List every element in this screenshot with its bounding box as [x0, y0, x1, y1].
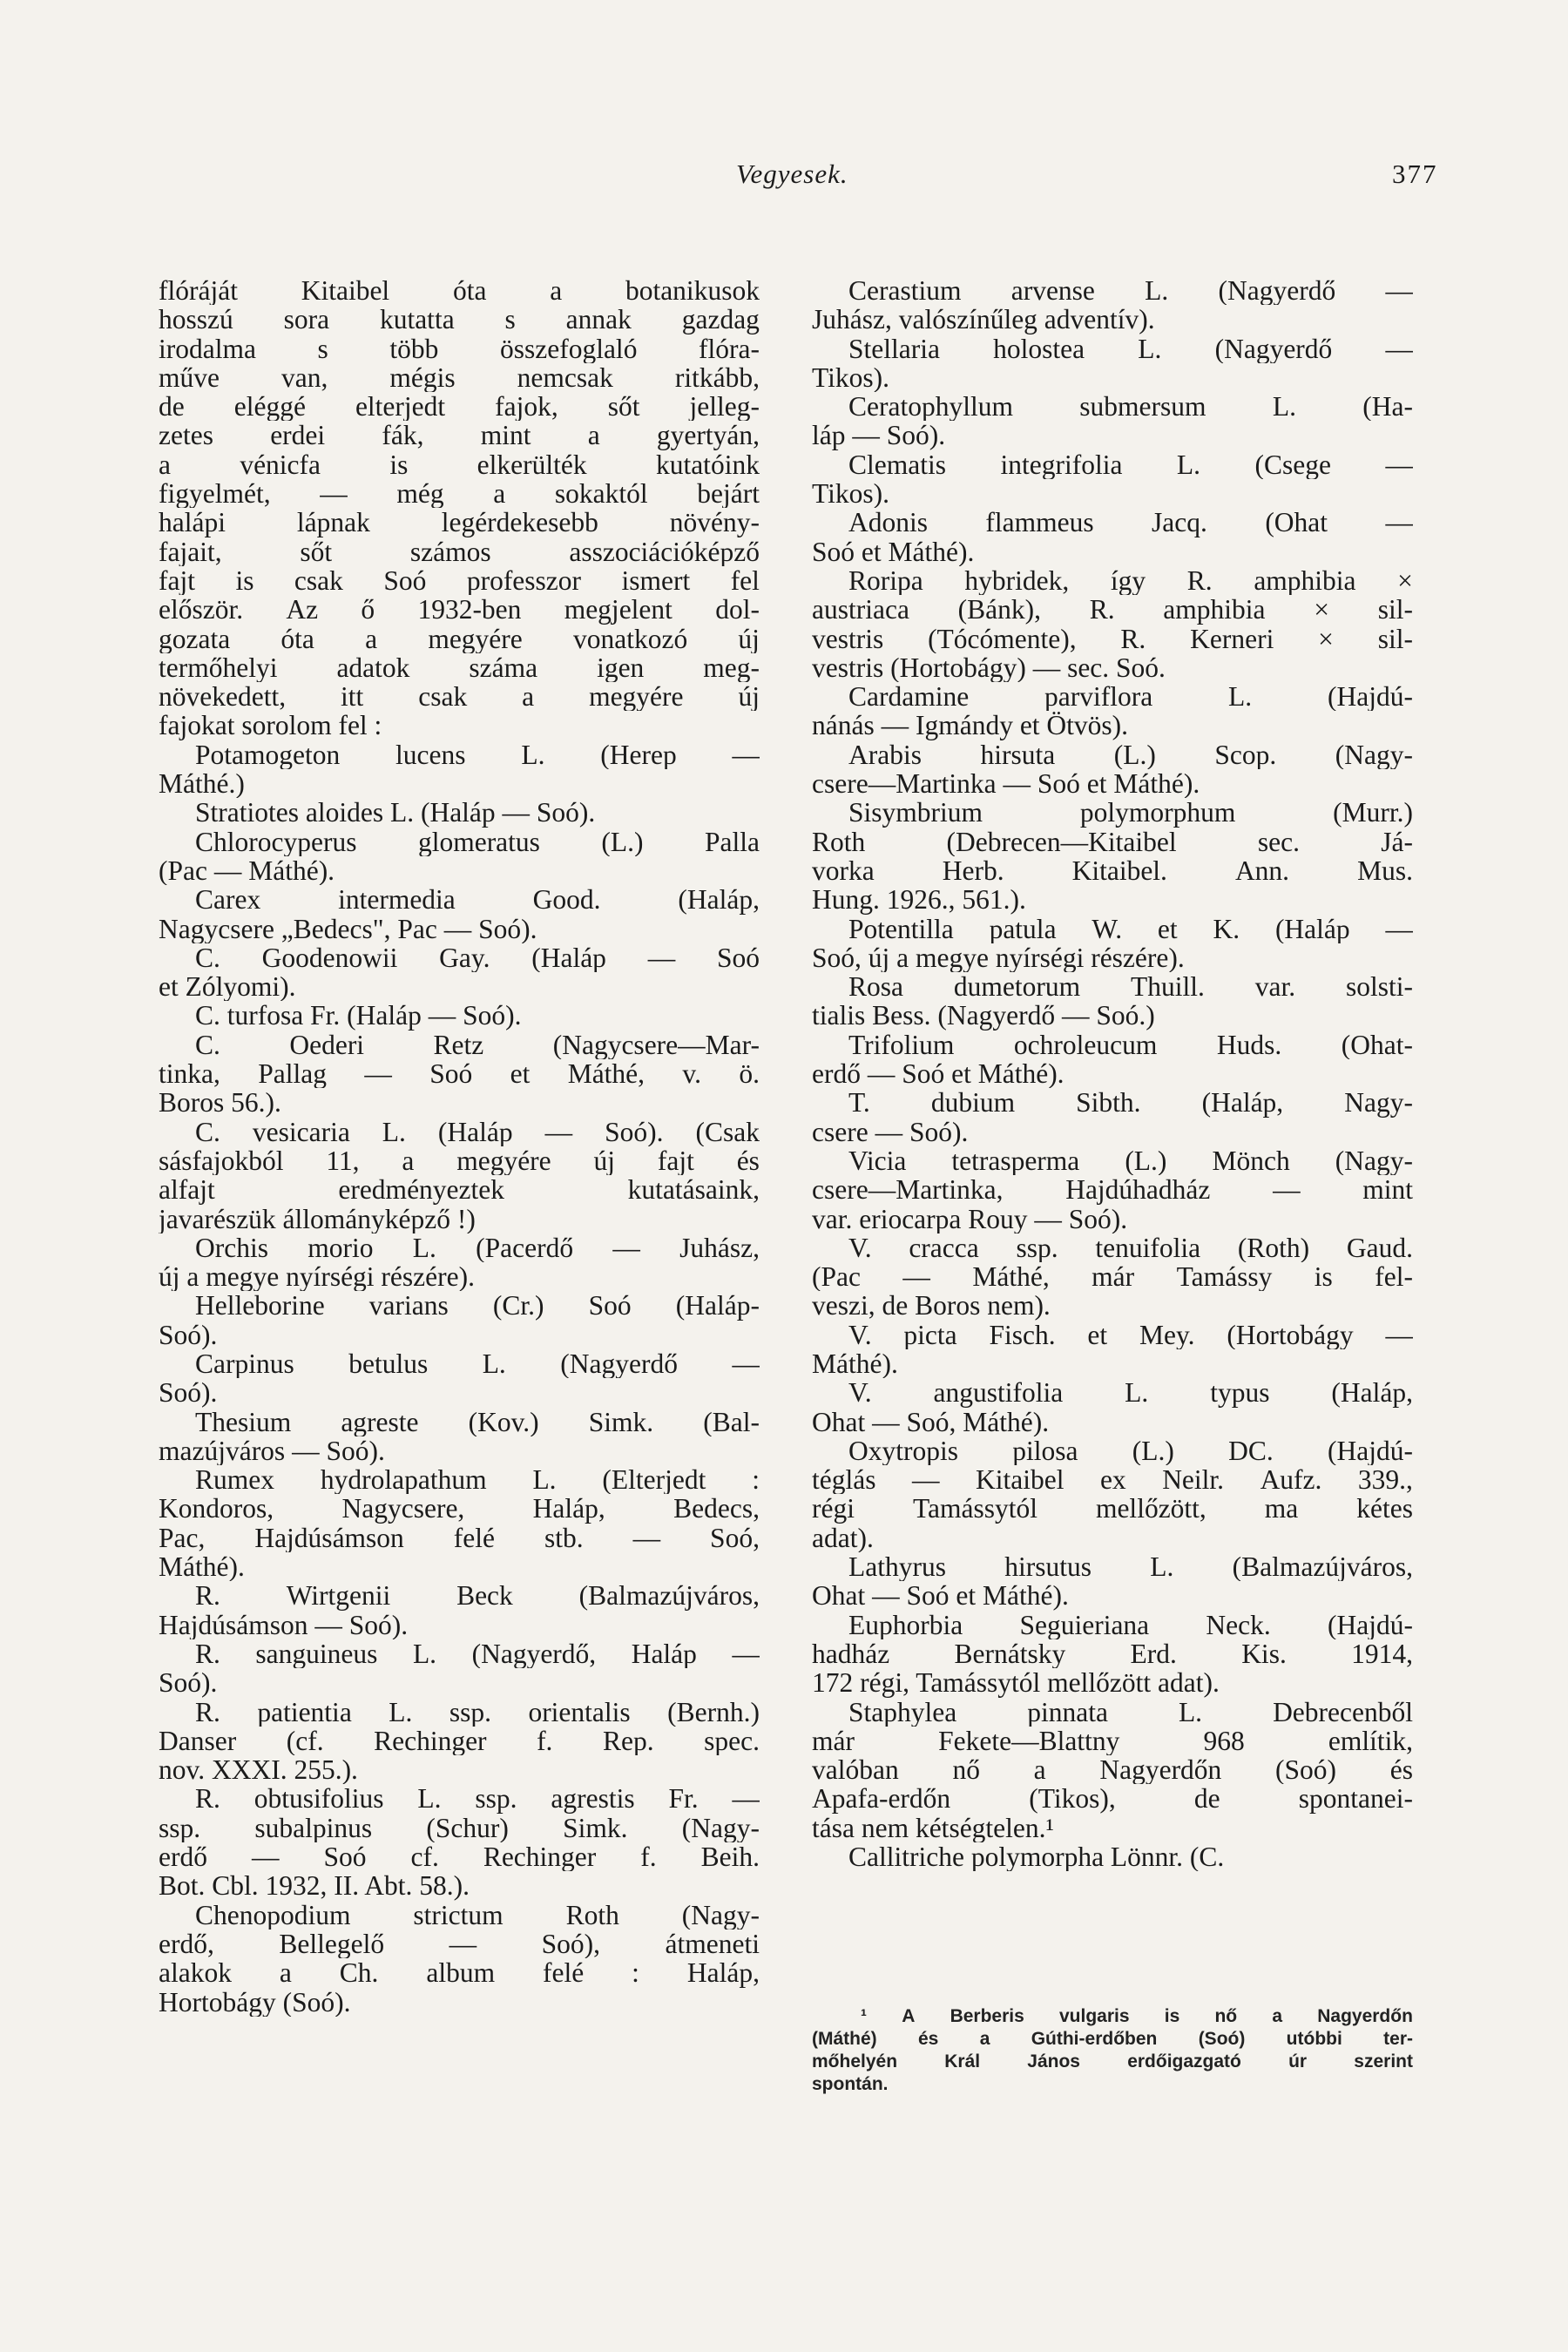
text-line: Soó et Máthé).	[812, 537, 975, 566]
text-line: Máthé).	[159, 1552, 245, 1582]
text-line: var. eriocarpa Rouy — Soó).	[812, 1204, 1128, 1233]
text-line: fajt is csak Soó professzor ismert fel	[159, 565, 760, 596]
text-line: figyelmét, — még a sokaktól bejárt	[159, 479, 760, 509]
text-line: alfajt eredményeztek kutatásaink,	[159, 1175, 760, 1205]
text-line: termőhelyi adatok száma igen meg-	[159, 652, 760, 683]
text-line: a vénicfa is elkerülték kutatóink	[159, 449, 760, 480]
text-line: (Pac — Máthé, már Tamássy is fel-	[812, 1262, 1413, 1292]
text-line: irodalma s több összefoglaló flóra-	[159, 334, 760, 363]
text-line: C. Goodenowii Gay. (Haláp — Soó	[195, 943, 760, 973]
text-line: R. sanguineus L. (Nagyerdő, Haláp —	[195, 1639, 760, 1669]
text-line: Sisymbrium polymorphum (Murr.)	[848, 798, 1413, 828]
text-line: Clematis integrifolia L. (Csege —	[848, 449, 1413, 480]
footnote-line: spontán.	[812, 2074, 889, 2094]
text-line: Pac, Hajdúsámson felé stb. — Soó,	[159, 1523, 760, 1553]
text-line: ssp. subalpinus (Schur) Simk. (Nagy-	[159, 1813, 760, 1843]
text-line: fajait, sőt számos asszociációképző	[159, 537, 760, 566]
text-line: Lathyrus hirsutus L. (Balmazújváros,	[848, 1552, 1413, 1582]
text-line: Stratiotes aloides L. (Haláp — Soó).	[195, 798, 596, 828]
page-number: 377	[1392, 159, 1438, 189]
text-line: mazújváros — Soó).	[159, 1436, 385, 1466]
running-title: Vegyesek.	[736, 159, 848, 189]
text-line: Hung. 1926., 561.).	[812, 885, 1026, 915]
text-line: tialis Bess. (Nagyerdő — Soó.)	[812, 1001, 1155, 1031]
text-line: 172 régi, Tamássytól mellőzött adat).	[812, 1668, 1220, 1698]
text-line: csere—Martinka — Soó et Máthé).	[812, 769, 1200, 799]
text-line: vestris (Hortobágy) — sec. Soó.	[812, 652, 1166, 683]
footnote-line: ¹ A Berberis vulgaris is nő a Nagyerdőn	[861, 2006, 1413, 2026]
text-line: V. picta Fisch. et Mey. (Hortobágy —	[848, 1320, 1413, 1349]
text-line: V. angustifolia L. typus (Haláp,	[848, 1378, 1413, 1408]
text-line: először. Az ő 1932-ben megjelent dol-	[159, 595, 760, 625]
text-line: Soó).	[159, 1378, 218, 1408]
text-line: austriaca (Bánk), R. amphibia × sil-	[812, 595, 1413, 625]
text-line: Juhász, valószínűleg adventív).	[812, 305, 1155, 335]
text-line: erdő, Bellegelő — Soó), átmeneti	[159, 1929, 760, 1959]
text-line: tása nem kétségtelen.¹	[812, 1813, 1054, 1843]
text-line: R. Wirtgenii Beck (Balmazújváros,	[195, 1581, 760, 1611]
text-line: javarészük állományképző !)	[159, 1204, 476, 1233]
text-line: Cardamine parviflora L. (Hajdú-	[848, 682, 1413, 712]
text-line: sásfajokból 11, a megyére új fajt és	[159, 1146, 760, 1176]
text-line: hadház Bernátsky Erd. Kis. 1914,	[812, 1639, 1413, 1669]
text-line: zetes erdei fák, mint a gyertyán,	[159, 421, 760, 450]
text-line: növekedett, itt csak a megyére új	[159, 682, 760, 712]
text-line: Danser (cf. Rechinger f. Rep. spec.	[159, 1726, 760, 1756]
text-line: Orchis morio L. (Pacerdő — Juhász,	[195, 1233, 760, 1263]
text-line: fajokat sorolom fel :	[159, 711, 382, 740]
text-line: erdő — Soó cf. Rechinger f. Beih.	[159, 1842, 760, 1872]
text-line: erdő — Soó et Máthé).	[812, 1059, 1064, 1089]
text-line: műve van, mégis nemcsak ritkább,	[159, 362, 760, 393]
right-text-column	[812, 276, 1413, 1871]
text-line: Apafa-erdőn (Tikos), de spontanei-	[812, 1784, 1413, 1814]
text-line: Bot. Cbl. 1932, II. Abt. 58.).	[159, 1871, 470, 1901]
text-line: Kondoros, Nagycsere, Haláp, Bedecs,	[159, 1494, 760, 1524]
text-line: nánás — Igmándy et Ötvös).	[812, 711, 1129, 740]
text-line: tinka, Pallag — Soó et Máthé, v. ö.	[159, 1059, 760, 1089]
text-line: Callitriche polymorpha Lönnr. (C.	[848, 1842, 1225, 1872]
text-line: Soó, új a megye nyírségi részére).	[812, 943, 1185, 973]
text-line: Staphylea pinnata L. Debrecenből	[848, 1697, 1413, 1727]
text-line: Carex intermedia Good. (Haláp,	[195, 885, 760, 915]
text-line: Máthé).	[812, 1348, 898, 1379]
text-line: veszi, de Boros nem).	[812, 1291, 1051, 1321]
text-line: Chenopodium strictum Roth (Nagy-	[195, 1900, 760, 1930]
page-header	[0, 159, 1568, 193]
text-line: téglás — Kitaibel ex Neilr. Aufz. 339.,	[812, 1465, 1413, 1495]
text-line: vestris (Tócómente), R. Kerneri × sil-	[812, 624, 1413, 653]
text-line: Arabis hirsuta (L.) Scop. (Nagy-	[848, 740, 1413, 770]
text-line: Adonis flammeus Jacq. (Ohat —	[848, 508, 1413, 537]
footnote-line: mőhelyén Král János erdőigazgató úr szerint	[812, 2051, 1413, 2072]
text-line: C. Oederi Retz (Nagycsere—Mar-	[195, 1030, 760, 1060]
text-line: Soó).	[159, 1668, 218, 1698]
text-line: Chlorocyperus glomeratus (L.) Palla	[195, 827, 760, 856]
text-line: de eléggé elterjedt fajok, sőt jelleg-	[159, 392, 760, 422]
text-line: halápi lápnak legérdekesebb növény-	[159, 508, 760, 537]
text-line: Ohat — Soó, Máthé).	[812, 1407, 1050, 1436]
text-line: R. patientia L. ssp. orientalis (Bernh.)	[195, 1697, 760, 1727]
text-line: Cerastium arvense L. (Nagyerdő —	[848, 276, 1413, 306]
text-line: Trifolium ochroleucum Huds. (Ohat-	[848, 1030, 1413, 1060]
text-line: Euphorbia Seguieriana Neck. (Hajdú-	[848, 1610, 1413, 1639]
footnote-line: (Máthé) és a Gúthi-erdőben (Soó) utóbbi ter-	[812, 2029, 1413, 2049]
text-line: Rosa dumetorum Thuill. var. solsti-	[848, 972, 1413, 1002]
text-line: Tikos).	[812, 479, 890, 509]
text-line: hosszú sora kutatta s annak gazdag	[159, 305, 760, 335]
text-line: Thesium agreste (Kov.) Simk. (Bal-	[195, 1407, 760, 1436]
text-line: Boros 56.).	[159, 1088, 281, 1118]
text-line: Rumex hydrolapathum L. (Elterjedt :	[195, 1465, 760, 1495]
text-line: Ohat — Soó et Máthé).	[812, 1581, 1069, 1611]
text-line: Roripa hybridek, így R. amphibia ×	[848, 565, 1413, 596]
text-line: láp — Soó).	[812, 421, 946, 450]
text-line: csere — Soó).	[812, 1117, 969, 1146]
text-line: alakok a Ch. album felé : Haláp,	[159, 1958, 760, 1988]
text-line: C. turfosa Fr. (Haláp — Soó).	[195, 1001, 522, 1031]
text-line: Potentilla patula W. et K. (Haláp —	[848, 914, 1413, 943]
text-line: Máthé.)	[159, 769, 245, 799]
text-line: nov. XXXI. 255.).	[159, 1755, 358, 1785]
footnote	[812, 2005, 1413, 2096]
text-line: új a megye nyírségi részére).	[159, 1262, 475, 1292]
text-line: Nagycsere „Bedecs", Pac — Soó).	[159, 914, 537, 943]
text-line: Oxytropis pilosa (L.) DC. (Hajdú-	[848, 1436, 1413, 1466]
text-line: Stellaria holostea L. (Nagyerdő —	[848, 334, 1413, 363]
text-line: már Fekete—Blattny 968 említik,	[812, 1726, 1413, 1756]
text-line: Vicia tetrasperma (L.) Mönch (Nagy-	[848, 1146, 1413, 1176]
left-text-column	[159, 276, 760, 2017]
text-line: Roth (Debrecen—Kitaibel sec. Já-	[812, 827, 1413, 856]
text-line: T. dubium Sibth. (Haláp, Nagy-	[848, 1088, 1413, 1118]
text-line: et Zólyomi).	[159, 972, 296, 1002]
text-line: flóráját Kitaibel óta a botanikusok	[159, 276, 760, 306]
text-line: Soó).	[159, 1320, 218, 1349]
text-line: csere—Martinka, Hajdúhadház — mint	[812, 1175, 1413, 1205]
text-line: V. cracca ssp. tenuifolia (Roth) Gaud.	[848, 1233, 1413, 1263]
text-line: gozata óta a megyére vonatkozó új	[159, 624, 760, 653]
text-line: valóban nő a Nagyerdőn (Soó) és	[812, 1755, 1413, 1785]
text-line: Tikos).	[812, 362, 890, 393]
text-line: régi Tamássytól mellőzött, ma kétes	[812, 1494, 1413, 1524]
text-line: Potamogeton lucens L. (Herep —	[195, 740, 760, 770]
text-line: Carpinus betulus L. (Nagyerdő —	[195, 1348, 760, 1379]
text-line: adat).	[812, 1523, 874, 1553]
text-line: C. vesicaria L. (Haláp — Soó). (Csak	[195, 1117, 760, 1146]
text-line: Hortobágy (Soó).	[159, 1987, 351, 2017]
text-line: Hajdúsámson — Soó).	[159, 1610, 409, 1639]
text-line: vorka Herb. Kitaibel. Ann. Mus.	[812, 855, 1413, 886]
text-line: R. obtusifolius L. ssp. agrestis Fr. —	[195, 1784, 760, 1814]
text-line: Helleborine varians (Cr.) Soó (Haláp-	[195, 1291, 760, 1321]
text-line: (Pac — Máthé).	[159, 855, 335, 886]
text-line: Ceratophyllum submersum L. (Ha-	[848, 392, 1413, 422]
